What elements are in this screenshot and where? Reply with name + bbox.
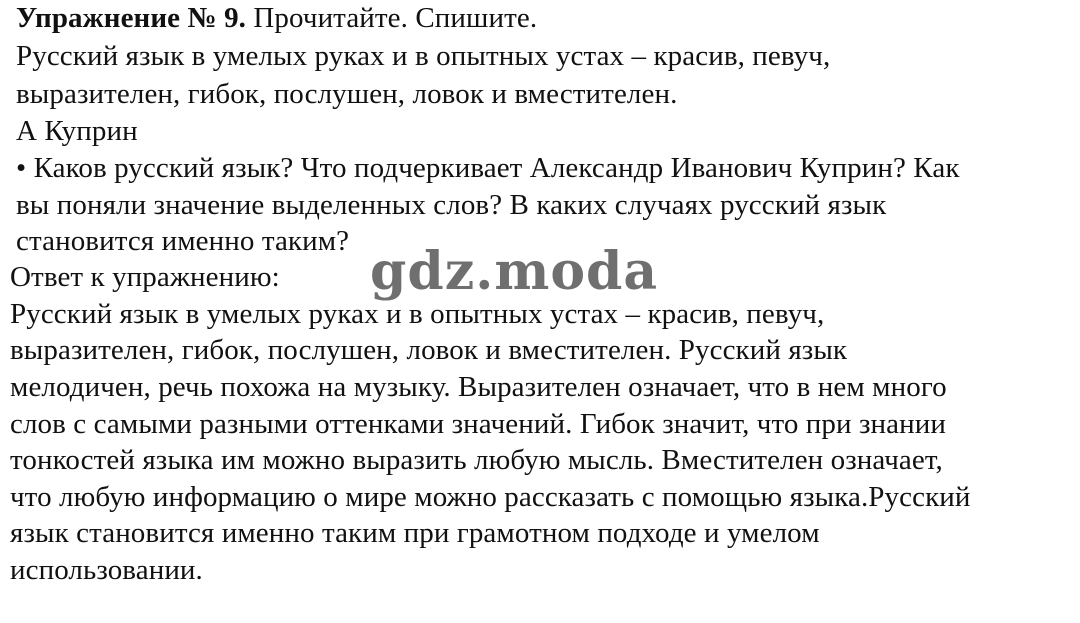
answer-line-6: что любую информацию о мире можно рассказать с помощью языка.Русский bbox=[10, 481, 971, 513]
quote-author: А Куприн bbox=[16, 115, 138, 147]
answer-line-1: Русский язык в умелых руках и в опытных устах – красив, певуч, bbox=[10, 298, 825, 330]
quote-line-2: выразителен, гибок, послушен, ловок и вместителен. bbox=[16, 78, 678, 110]
exercise-title: Упражнение № 9. bbox=[16, 2, 247, 34]
answer-line-2: выразителен, гибок, послушен, ловок и вместителен. Русский язык bbox=[10, 334, 848, 366]
answer-line-5: тонкостей языка им можно выразить любую мысль. Вместителен означает, bbox=[10, 444, 943, 476]
answer-line-8: использовании. bbox=[10, 554, 203, 586]
answer-line-7: язык становится именно таким при грамотном подходе и умелом bbox=[10, 517, 820, 549]
answer-line-4: слов с самыми разными оттенками значений. Гибок значит, что при знании bbox=[10, 408, 946, 440]
question-line-2: вы поняли значение выделенных слов? В каких случаях русский язык bbox=[16, 189, 887, 221]
answer-line-3: мелодичен, речь похожа на музыку. Выразителен означает, что в нем много bbox=[10, 371, 947, 403]
question-line-3: становится именно таким? bbox=[16, 225, 350, 257]
watermark-logo: gdz.moda bbox=[370, 241, 659, 302]
exercise-instruction: Прочитайте. Спишите. bbox=[253, 2, 538, 34]
question-line-1: • Каков русский язык? Что подчеркивает Александр Иванович Куприн? Как bbox=[16, 152, 960, 184]
exercise-header-line bbox=[16, 0, 537, 36]
answer-heading: Ответ к упражнению: bbox=[10, 261, 280, 293]
quote-line-1: Русский язык в умелых руках и в опытных устах – красив, певуч, bbox=[16, 40, 831, 72]
